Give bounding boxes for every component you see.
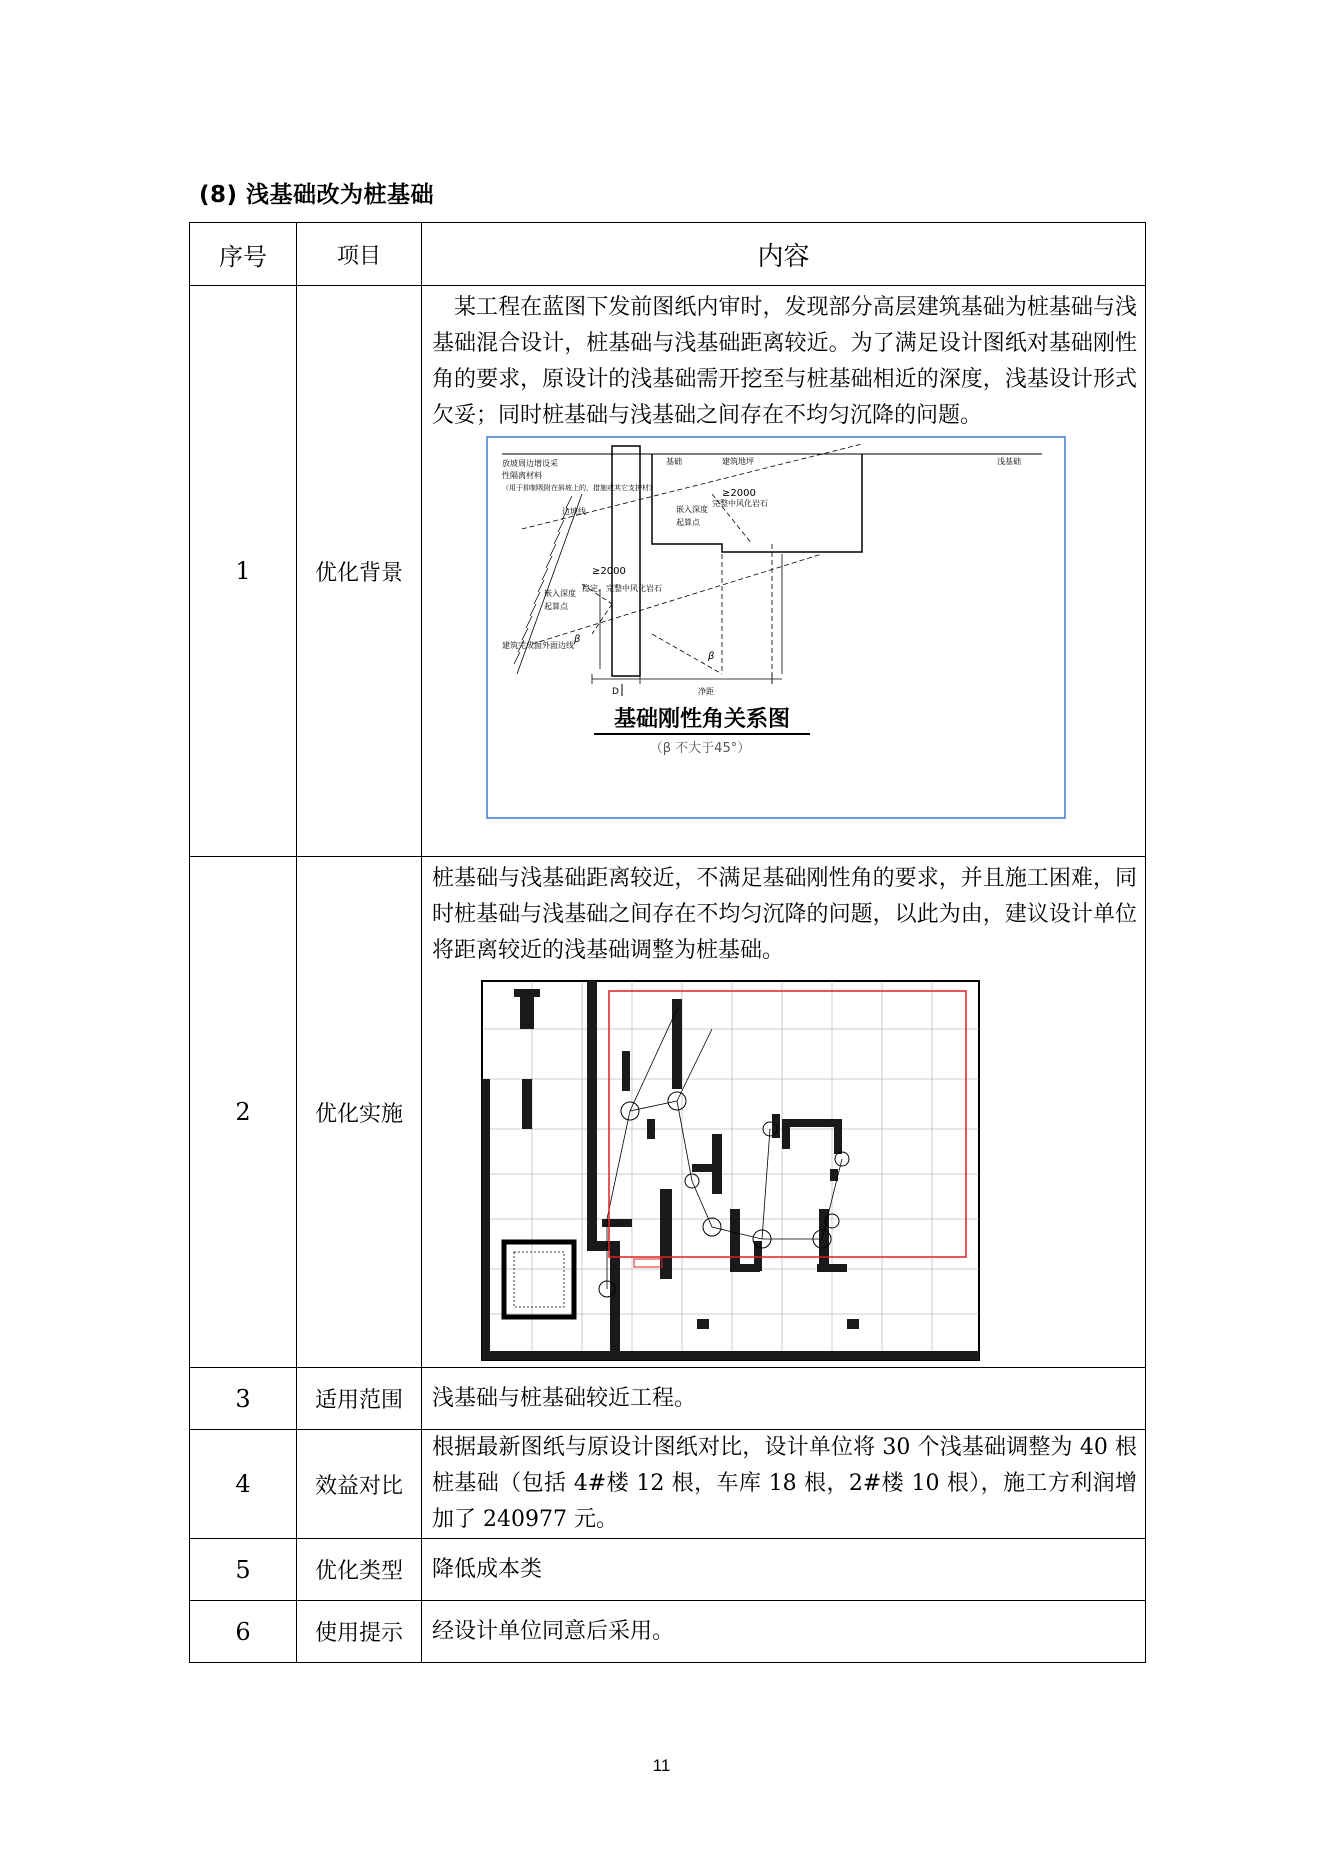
- row-item: 优化背景: [297, 286, 422, 857]
- figure-subtitle: （β 不大于45°）: [649, 741, 751, 756]
- section-heading: (8) 浅基础改为桩基础: [199, 182, 435, 208]
- row-content-text: 某工程在蓝图下发前图纸内审时，发现部分高层建筑基础为桩基础与浅基础混合设计，桩基础与浅基础距离较近。为了满足设计图纸对基础刚性角的要求，原设计的浅基础需开挖至与桩基础相近的深度，浅基设计形式欠妥；同时桩基础与浅基础之间存在不均匀沉降的问题。: [432, 295, 1137, 428]
- header-content: 内容: [422, 223, 1146, 286]
- table-row: [190, 1601, 1146, 1663]
- row-content-text: 经设计单位同意后采用。: [432, 1618, 675, 1644]
- row-content: [422, 1601, 1146, 1663]
- table-row: [190, 1430, 1146, 1539]
- label-building-ground: 建筑地坪: [722, 457, 754, 466]
- label-foundation: 基础: [666, 457, 682, 466]
- rigidity-angle-figure: [422, 434, 1142, 834]
- row-item: 适用范围: [297, 1368, 422, 1430]
- label-rock-right: 完整中风化岩石: [712, 499, 768, 508]
- row-content: [422, 286, 1146, 857]
- label-spacing: 净距: [698, 687, 714, 696]
- row-item: 优化类型: [297, 1539, 422, 1601]
- pile: [612, 446, 640, 676]
- label-slope-line: 边坡线: [562, 507, 586, 516]
- row-no: 2: [190, 857, 297, 1368]
- row-item: 使用提示: [297, 1601, 422, 1663]
- pile-plan-drawing: [422, 969, 1142, 1364]
- figure-border: [487, 437, 1065, 818]
- row-no: 1: [190, 286, 297, 857]
- row-content-text: 浅基础与桩基础较近工程。: [432, 1385, 697, 1411]
- label-shallow: 浅基础: [997, 457, 1021, 466]
- label-top-left-2: 性隔离材料: [502, 471, 542, 480]
- optimization-table: [189, 222, 1146, 1663]
- table-row: [190, 857, 1146, 1368]
- label-embed-depth-left: 嵌入深度: [544, 589, 576, 598]
- label-d: D: [612, 687, 619, 697]
- figure-title: 基础刚性角关系图: [613, 707, 791, 732]
- row-content: [422, 1539, 1146, 1601]
- page-number: 11: [652, 1756, 671, 1775]
- row-content-text: 根据最新图纸与原设计图纸对比，设计单位将 30 个浅基础调整为 40 根桩基础（包括 4#楼 12 根，车库 18 根，2#楼 10 根），施工方利润增加了 240977 元。: [432, 1435, 1137, 1532]
- row-content: [422, 1430, 1146, 1539]
- table-row: [190, 1539, 1146, 1601]
- row-no: 3: [190, 1368, 297, 1430]
- label-beta-right: β: [708, 651, 715, 662]
- label-embed-depth-right: 嵌入深度: [676, 505, 708, 514]
- table-row: [190, 286, 1146, 857]
- label-calc-point-right: 起算点: [676, 518, 700, 527]
- label-rock-left: 稳定、完整中风化岩石: [582, 584, 662, 593]
- row-content-text: 降低成本类: [432, 1556, 543, 1582]
- label-top-left-3: （用于抑制吸附在斜坡上的，措施或其它支护材）: [502, 484, 656, 492]
- row-no: 6: [190, 1601, 297, 1663]
- header-item: 项目: [297, 223, 422, 286]
- plan-frame: [482, 981, 979, 1360]
- label-beta-left: β: [574, 634, 581, 645]
- row-content: [422, 857, 1146, 1368]
- label-ge2000-right: ≥2000: [722, 488, 756, 499]
- header-no: 序号: [190, 223, 297, 286]
- label-building-edge: 建筑完成面外面边线: [502, 641, 574, 650]
- row-content-text: 桩基础与浅基础距离较近，不满足基础刚性角的要求，并且施工困难，同时桩基础与浅基础之间存在不均匀沉降的问题，以此为由，建议设计单位将距离较近的浅基础调整为桩基础。: [432, 866, 1137, 963]
- row-no: 4: [190, 1430, 297, 1539]
- label-ge2000-left: ≥2000: [592, 566, 626, 577]
- row-item: 优化实施: [297, 857, 422, 1368]
- table-header-row: [190, 223, 1146, 286]
- row-no: 5: [190, 1539, 297, 1601]
- row-content: [422, 1368, 1146, 1430]
- label-top-left-1: 放坡周边增设采: [502, 459, 558, 468]
- table-row: [190, 1368, 1146, 1430]
- row-item: 效益对比: [297, 1430, 422, 1539]
- label-calc-point-left: 起算点: [544, 602, 568, 611]
